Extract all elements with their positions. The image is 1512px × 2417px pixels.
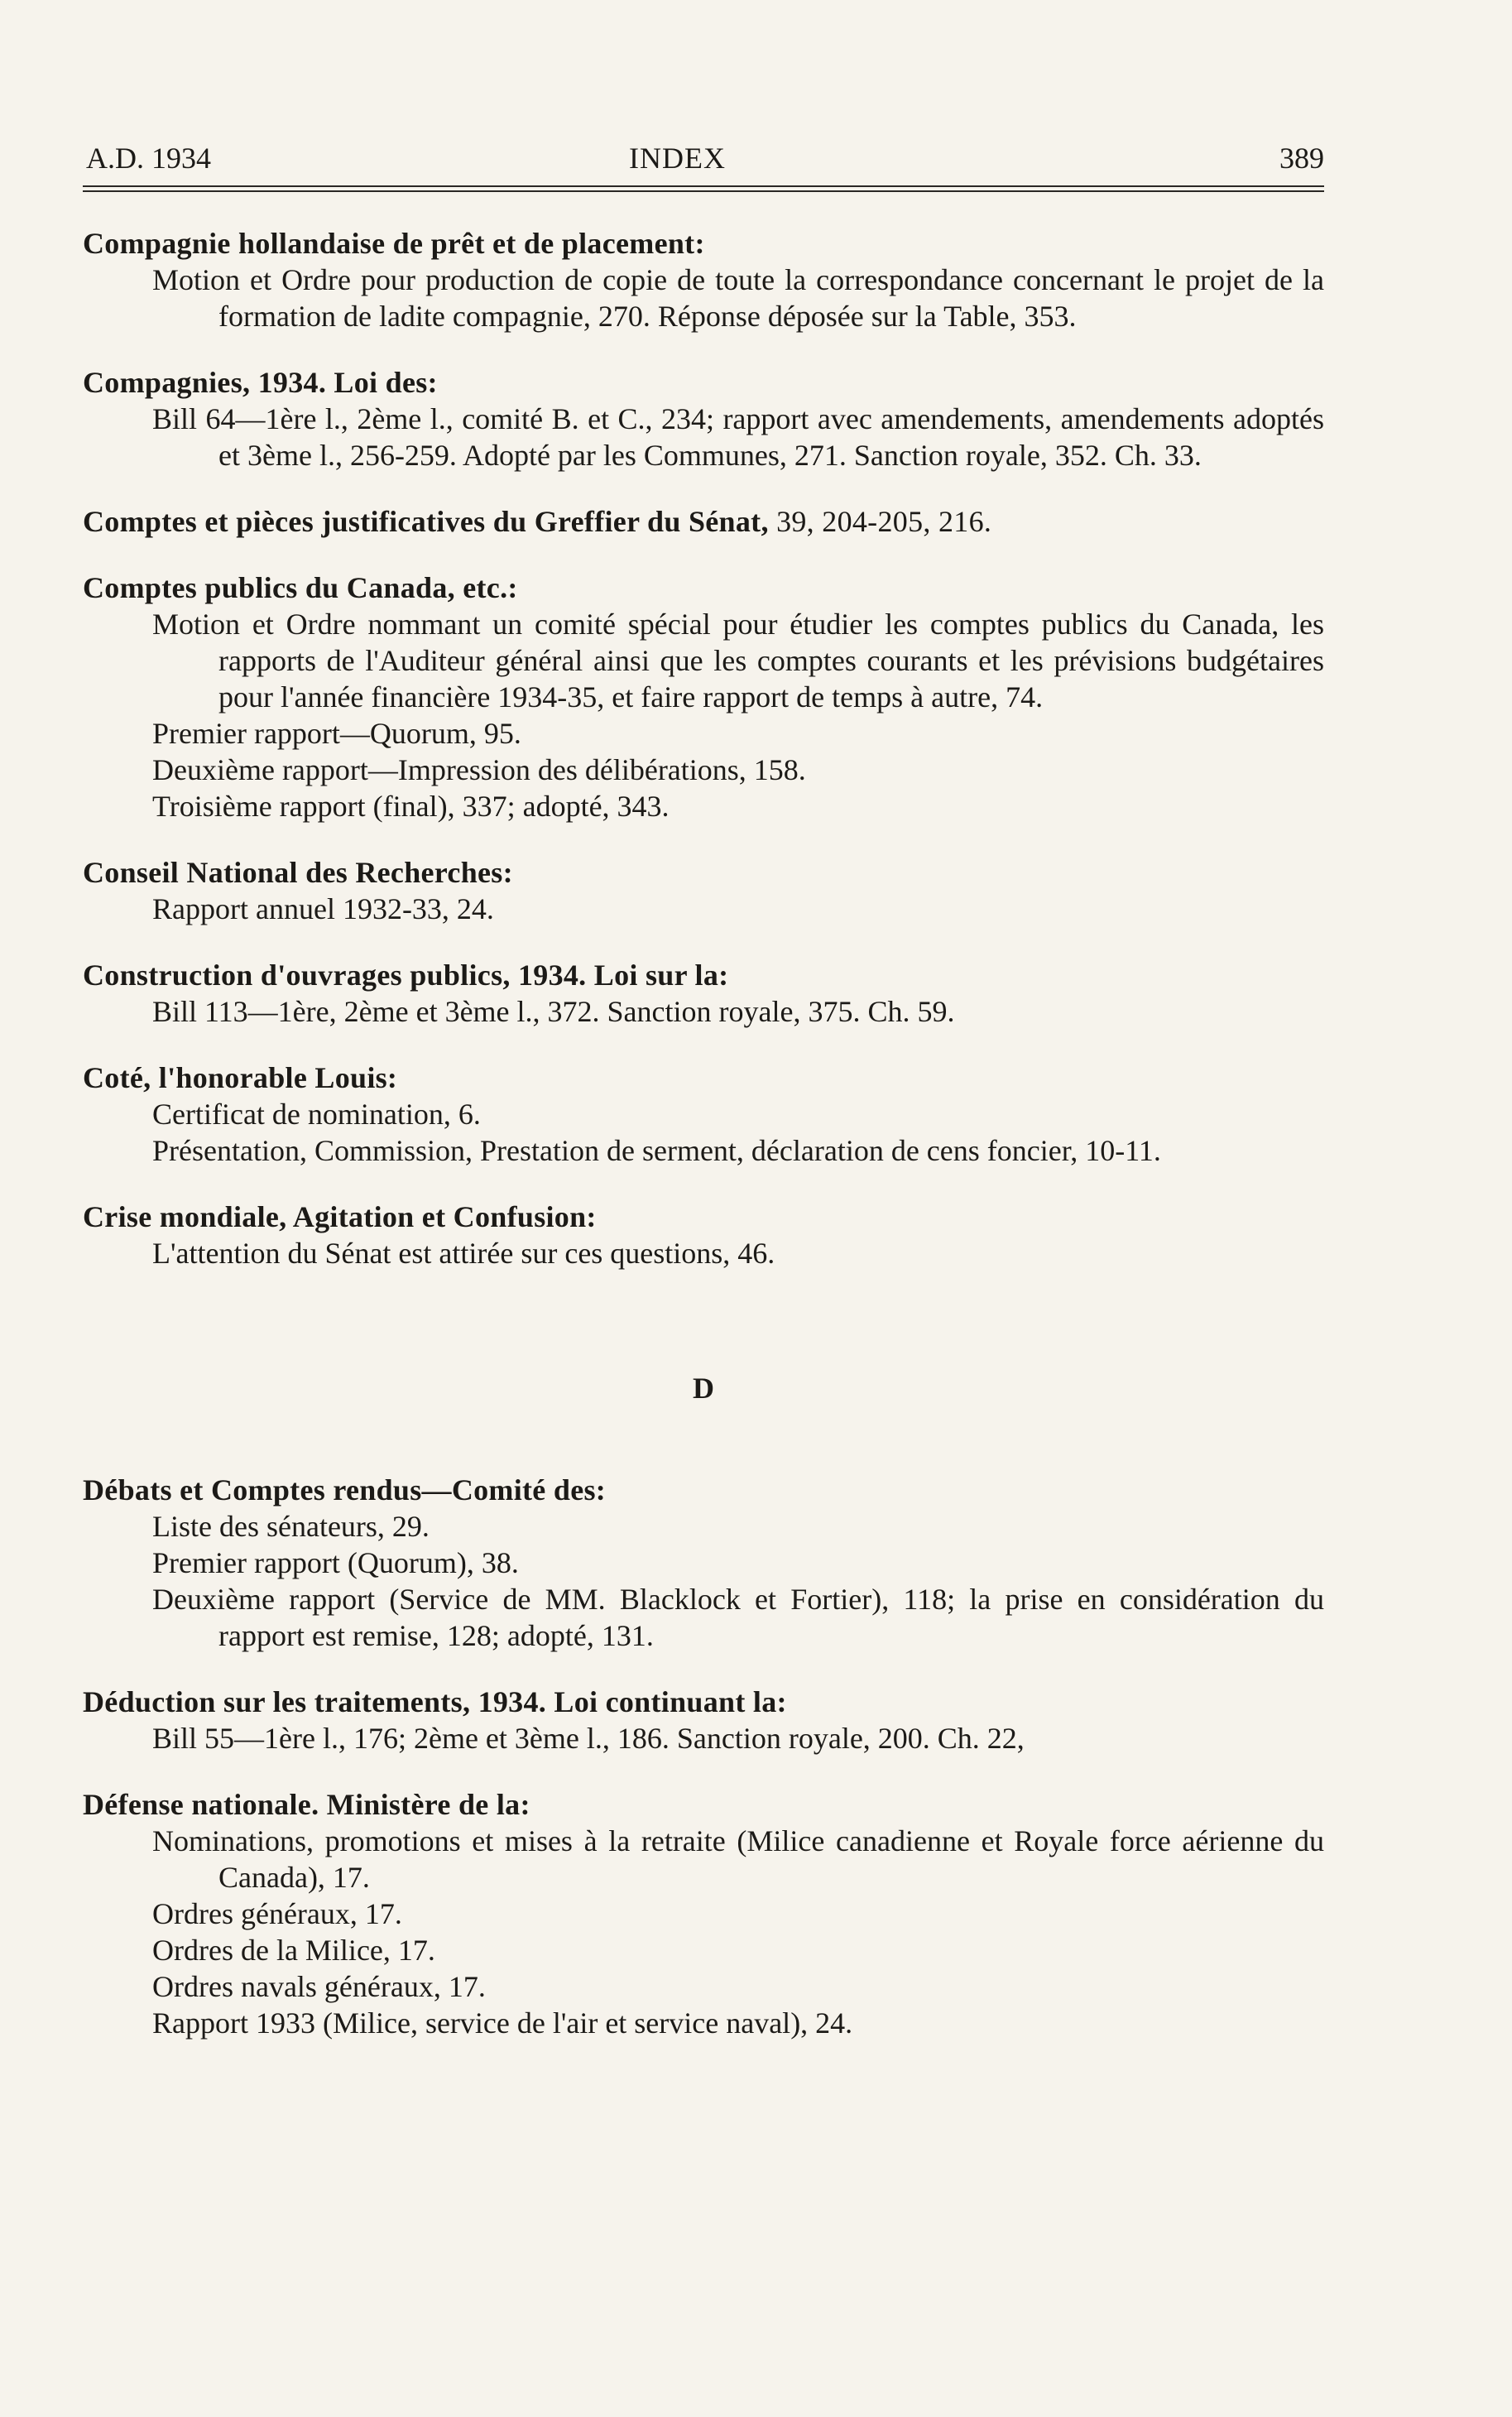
entry-heading: Déduction sur les traitements, 1934. Loi continuant la: <box>83 1685 787 1718</box>
entry-subentry: Deuxième rapport—Impression des délibérations, 158. <box>152 753 806 786</box>
page-number: 389 <box>1279 142 1324 175</box>
entry-subentry: Ordres généraux, 17. <box>152 1897 402 1930</box>
index-entry <box>83 854 1324 927</box>
entry-heading: Défense nationale. Ministère de la: <box>83 1788 530 1821</box>
entry-subentry: Bill 55—1ère l., 176; 2ème et 3ème l., 186. Sanction royale, 200. Ch. 22, <box>152 1722 1025 1755</box>
index-entry <box>83 1060 1324 1169</box>
entry-subentry: Nominations, promotions et mises à la retraite (Milice canadienne et Royale force aérienne du Canada), 17. <box>152 1824 1324 1894</box>
entry-subentry: Ordres de la Milice, 17. <box>152 1934 435 1967</box>
entry-subentry: L'attention du Sénat est attirée sur ces questions, 46. <box>152 1237 775 1270</box>
entry-subentry: Premier rapport (Quorum), 38. <box>152 1546 519 1579</box>
entry-heading: Compagnie hollandaise de prêt et de placement: <box>83 227 705 260</box>
entry-subentry: Deuxième rapport (Service de MM. Blacklock et Fortier), 118; la prise en considération du rapport est remise, 128; adopté, 131. <box>152 1583 1324 1652</box>
entry-heading: Construction d'ouvrages publics, 1934. Loi sur la: <box>83 959 729 992</box>
index-entry <box>83 1684 1324 1756</box>
entries-d <box>83 1472 1324 2041</box>
header-rule-top <box>83 185 1324 187</box>
entry-subentry: Bill 64—1ère l., 2ème l., comité B. et C., 234; rapport avec amendements, amendements adoptés et 3ème l., 256-259. Adopté par les Communes, 271. Sanction royale, 352. Ch. 33. <box>152 402 1324 472</box>
entry-subentry: Rapport annuel 1932-33, 24. <box>152 892 494 925</box>
index-entry <box>83 1786 1324 2041</box>
entry-heading-inline <box>83 503 1324 540</box>
index-page <box>83 132 1324 2071</box>
entry-subentry: Motion et Ordre nommant un comité spécial pour étudier les comptes publics du Canada, les rapports de l'Auditeur général ainsi que les comptes courants et les prévisions budgétaires pour l'année financière 1934-35, et faire rapport de temps à autre, 74. <box>152 608 1324 714</box>
index-entry <box>83 1199 1324 1271</box>
entry-subentry: Certificat de nomination, 6. <box>152 1098 481 1131</box>
entry-subentry: Motion et Ordre pour production de copie de toute la correspondance concernant le projet de la formation de ladite compagnie, 270. Réponse déposée sur la Table, 353. <box>152 263 1324 333</box>
entry-heading: Comptes publics du Canada, etc.: <box>83 571 518 604</box>
entry-subentry: Bill 113—1ère, 2ème et 3ème l., 372. Sanction royale, 375. Ch. 59. <box>152 995 955 1028</box>
entries-c <box>83 225 1324 1271</box>
entry-heading: Débats et Comptes rendus—Comité des: <box>83 1473 607 1506</box>
entry-heading-text: Comptes et pièces justificatives du Greffier du Sénat, <box>83 505 769 538</box>
entry-heading-pages: 39, 204-205, 216. <box>768 505 992 538</box>
index-entry <box>83 957 1324 1030</box>
header-year: A.D. 1934 <box>86 142 211 175</box>
entry-heading: Crise mondiale, Agitation et Confusion: <box>83 1200 597 1233</box>
index-entry <box>83 364 1324 473</box>
entry-heading: Compagnies, 1934. Loi des: <box>83 366 438 399</box>
entry-subentry: Troisième rapport (final), 337; adopté, 343. <box>152 790 670 823</box>
index-entry <box>83 225 1324 334</box>
index-entry <box>83 1472 1324 1654</box>
index-entry <box>83 503 1324 540</box>
index-entry <box>83 569 1324 824</box>
entry-subentry: Ordres navals généraux, 17. <box>152 1970 486 2003</box>
entry-subentry: Liste des sénateurs, 29. <box>152 1510 430 1543</box>
header-rule-bottom <box>83 190 1324 192</box>
entry-heading: Conseil National des Recherches: <box>83 856 513 889</box>
entry-subentry: Rapport 1933 (Milice, service de l'air et service naval), 24. <box>152 2006 853 2040</box>
entry-heading: Coté, l'honorable Louis: <box>83 1061 398 1094</box>
entry-subentry: Premier rapport—Quorum, 95. <box>152 717 521 750</box>
entry-subentry: Présentation, Commission, Prestation de serment, déclaration de cens foncier, 10-11. <box>152 1134 1161 1167</box>
header-title: INDEX <box>629 142 726 175</box>
running-head <box>83 132 1324 182</box>
section-letter: D <box>693 1372 714 1405</box>
